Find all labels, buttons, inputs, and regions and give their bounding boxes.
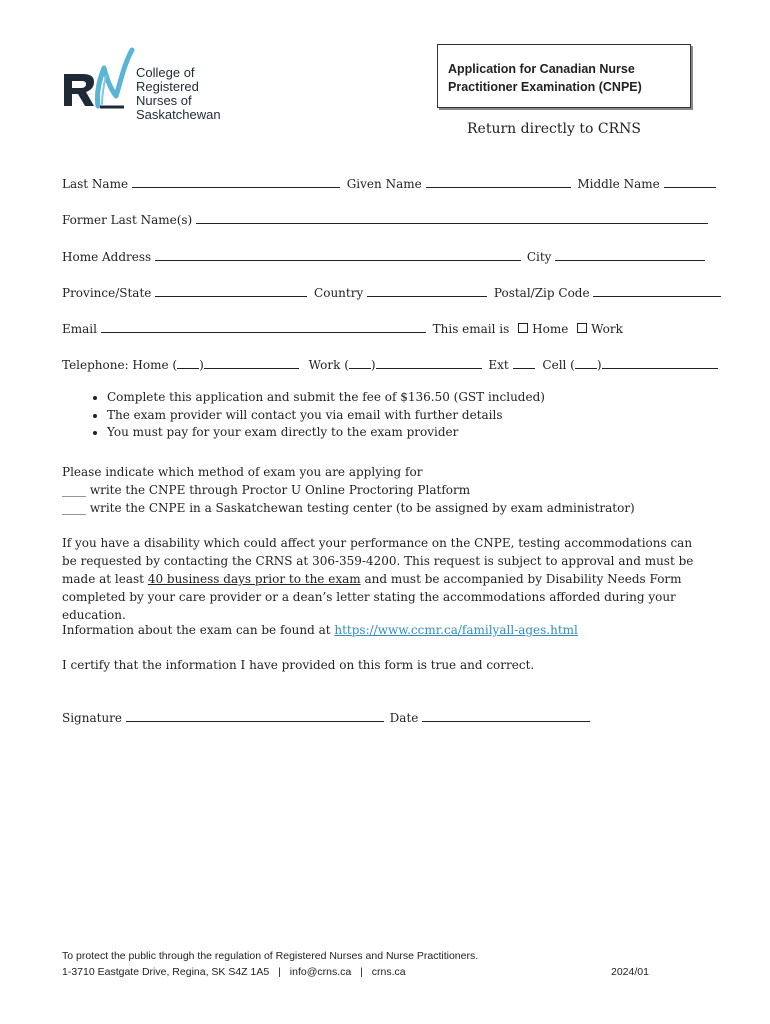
signature-field[interactable] [126, 710, 384, 722]
former-name-row [62, 212, 708, 227]
postal-code-label: Postal/Zip Code [493, 286, 590, 300]
date-field[interactable] [422, 710, 590, 722]
footer-address: 1-3710 Eastgate Drive, Regina, SK S4Z 1A5 [62, 966, 270, 978]
logo-r-letter [64, 74, 94, 106]
given-name-field[interactable] [426, 176, 571, 188]
email-work-label: Work [591, 322, 623, 336]
former-last-name-field[interactable] [196, 212, 708, 224]
last-name-label: Last Name [62, 177, 129, 191]
email-label: Email [62, 322, 97, 336]
footer-separator: | [360, 966, 363, 978]
logo-org-name [136, 66, 221, 122]
footer-separator: | [278, 966, 281, 978]
ext-label: Ext [488, 358, 509, 372]
form-title-box [437, 44, 691, 108]
telephone-home-label: Telephone: Home ( [62, 358, 178, 372]
form-title-line: Application for Canadian Nurse [448, 62, 635, 76]
work-phone-label: Work ( [308, 358, 349, 372]
email-field[interactable] [101, 321, 426, 333]
last-name-field[interactable] [132, 176, 340, 188]
email-home-label: Home [532, 322, 569, 336]
exam-info-link[interactable]: https://www.ccmr.ca/familyall-ages.html [334, 623, 578, 637]
paren: ) [370, 358, 376, 372]
name-row [62, 176, 716, 191]
province-field[interactable] [155, 285, 307, 297]
exam-method-section [62, 463, 710, 517]
exam-method-intro: Please indicate which method of exam you are applying for [62, 465, 423, 479]
home-address-field[interactable] [155, 249, 521, 261]
home-address-label: Home Address [62, 250, 152, 264]
middle-name-label: Middle Name [577, 177, 660, 191]
logo-line: Saskatchewan [136, 107, 221, 122]
email-home-checkbox[interactable] [518, 323, 528, 333]
footer-email: info@crns.ca [289, 966, 352, 978]
footer-website: crns.ca [371, 966, 406, 978]
signature-label: Signature [62, 711, 123, 725]
footer-mission: To protect the public through the regulation of Registered Nurses and Nurse Practitioners. [62, 950, 479, 962]
disability-deadline: 40 business days prior to the exam [147, 572, 361, 586]
logo-line: College of [136, 65, 195, 80]
form-title-line: Practitioner Examination (CNPE) [448, 80, 642, 94]
instruction-list [62, 389, 545, 442]
work-phone-field[interactable] [376, 357, 482, 369]
date-label: Date [389, 711, 419, 725]
middle-name-field[interactable] [664, 176, 716, 188]
certify-statement: I certify that the information I have provided on this form is true and correct. [62, 658, 535, 672]
country-label: Country [314, 286, 364, 300]
address-row [62, 249, 705, 264]
info-paragraph [62, 621, 710, 639]
list-item: • You must pay for your exam directly to the exam provider [107, 424, 545, 442]
signature-row [62, 710, 590, 725]
former-last-name-label: Former Last Name(s) [62, 213, 193, 227]
province-label: Province/State [62, 286, 152, 300]
return-instruction: Return directly to CRNS [467, 121, 641, 137]
region-row [62, 285, 721, 300]
email-row [62, 321, 623, 336]
postal-code-field[interactable] [593, 285, 721, 297]
city-field[interactable] [555, 249, 705, 261]
disability-paragraph [62, 534, 710, 624]
cell-area-code-field[interactable] [575, 357, 597, 369]
country-field[interactable] [367, 285, 487, 297]
ext-field[interactable] [513, 357, 535, 369]
logo-line: Nurses of [136, 93, 192, 108]
city-label: City [526, 250, 552, 264]
paren: ) [199, 358, 204, 372]
email-work-checkbox[interactable] [577, 323, 587, 333]
disability-text: and must be accompanied by Disability Needs Form completed by your care provider or a dean’s letter stating the accommodations afforded during your education. [62, 572, 682, 622]
list-item: • Complete this application and submit the fee of $136.50 (GST included) [107, 389, 545, 407]
footer-contact [62, 966, 406, 978]
home-phone-field[interactable] [204, 357, 299, 369]
disability-text: If you have a disability which could affect your performance on the CNPE, testing accommodations can be requested by contacting the CRNS at 306-359-4200. This request is subject to approval and must be made at least [62, 536, 694, 586]
work-area-code-field[interactable] [349, 357, 371, 369]
exam-option-testing-center[interactable]: ____ write the CNPE in a Saskatchewan testing center (to be assigned by exam administrator) [62, 501, 635, 515]
footer-version: 2024/01 [611, 966, 649, 978]
given-name-label: Given Name [346, 177, 422, 191]
list-item: • The exam provider will contact you via email with further details [107, 407, 545, 425]
telephone-row [62, 357, 718, 372]
home-area-code-field[interactable] [177, 357, 199, 369]
logo-line: Registered [136, 79, 199, 94]
cell-phone-field[interactable] [602, 357, 718, 369]
info-text: Information about the exam can be found at [62, 623, 335, 637]
paren: ) [596, 358, 602, 372]
cell-label: Cell ( [542, 358, 575, 372]
exam-option-online[interactable]: ____ write the CNPE through Proctor U Online Proctoring Platform [62, 483, 471, 497]
email-type-label: This email is [432, 322, 510, 336]
